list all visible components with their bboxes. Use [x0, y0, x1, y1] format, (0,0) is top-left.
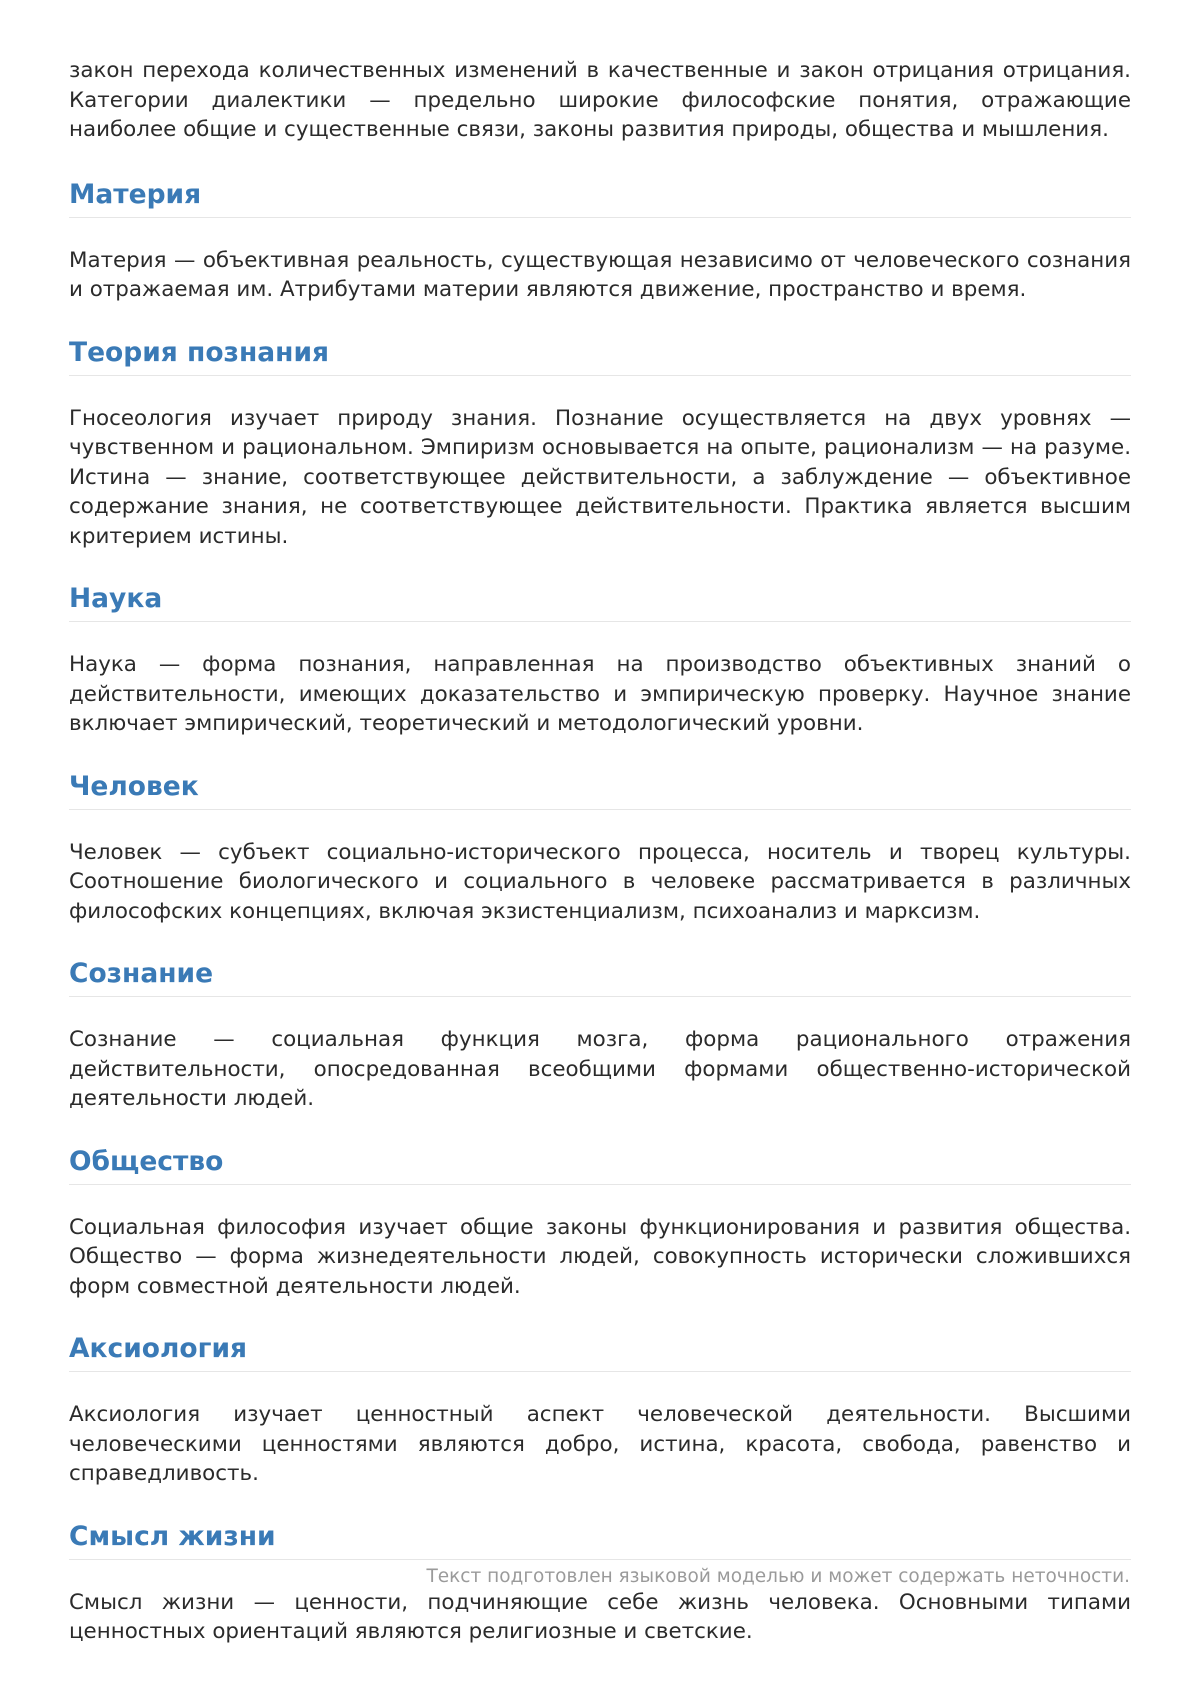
section-consciousness — [69, 958, 1131, 1114]
section-heading: Смысл жизни — [69, 1521, 1131, 1560]
section-paragraph: Наука — форма познания, направленная на производство объективных знаний о действительности, имеющих доказательство и эмпирическую проверку. Научное знание включает эмпирический, теоретический и методологический уровни. — [69, 652, 1131, 736]
section-human — [69, 771, 1131, 927]
section-axiology — [69, 1333, 1131, 1489]
section-society — [69, 1146, 1131, 1302]
document-page — [69, 56, 1131, 1647]
section-heading: Общество — [69, 1146, 1131, 1185]
section-paragraph: Социальная философия изучает общие законы функционирования и развития общества. Общество — форма жизнедеятельности людей, совокупность исторически сложившихся форм совместной деятельности людей. — [69, 1214, 1131, 1299]
section-heading: Материя — [69, 179, 1131, 218]
section-paragraph: Гносеология изучает природу знания. Познание осуществляется на двух уровнях — чувственном и рациональном. Эмпиризм основывается на опыте, рационализм — на разуме. Истина — знание, соответствующее действительности, а заблуждение — объективное содержание знания, не соответствующее действительности. Практика является высшим критерием истины. — [69, 405, 1131, 549]
section-heading: Аксиология — [69, 1333, 1131, 1372]
section-paragraph: Материя — объективная реальность, существующая независимо от человеческого сознания и отражаемая им. Атрибутами материи являются движение, пространство и время. — [69, 247, 1131, 302]
section-matter — [69, 179, 1131, 305]
section-paragraph: Смысл жизни — ценности, подчиняющие себе жизнь человека. Основными типами ценностных ориентаций являются религиозные и светские. — [69, 1589, 1131, 1644]
section-theory-of-knowledge — [69, 337, 1131, 552]
section-paragraph: Сознание — социальная функция мозга, форма рационального отражения действительности, опосредованная всеобщими формами общественно-исторической деятельности людей. — [69, 1027, 1131, 1111]
section-heading: Наука — [69, 583, 1131, 622]
section-paragraph: Аксиология изучает ценностный аспект человеческой деятельности. Высшими человеческими ценностями являются добро, истина, красота, свобода, равенство и справедливость. — [69, 1402, 1131, 1486]
section-heading: Теория познания — [69, 337, 1131, 376]
section-heading: Сознание — [69, 958, 1131, 997]
disclaimer-note: Текст подготовлен языковой моделью и может содержать неточности. — [426, 1566, 1130, 1587]
section-heading: Человек — [69, 771, 1131, 810]
section-science — [69, 583, 1131, 739]
intro-paragraph: закон перехода количественных изменений в качественные и закон отрицания отрицания. Категории диалектики — предельно широкие философские понятия, отражающие наиболее общие и существенные связи, законы развития природы, общества и мышления. — [69, 58, 1131, 142]
section-paragraph: Человек — субъект социально-исторического процесса, носитель и творец культуры. Соотношение биологического и социального в человеке рассматривается в различных философских концепциях, включая экзистенциализм, психоанализ и марксизм. — [69, 839, 1131, 924]
